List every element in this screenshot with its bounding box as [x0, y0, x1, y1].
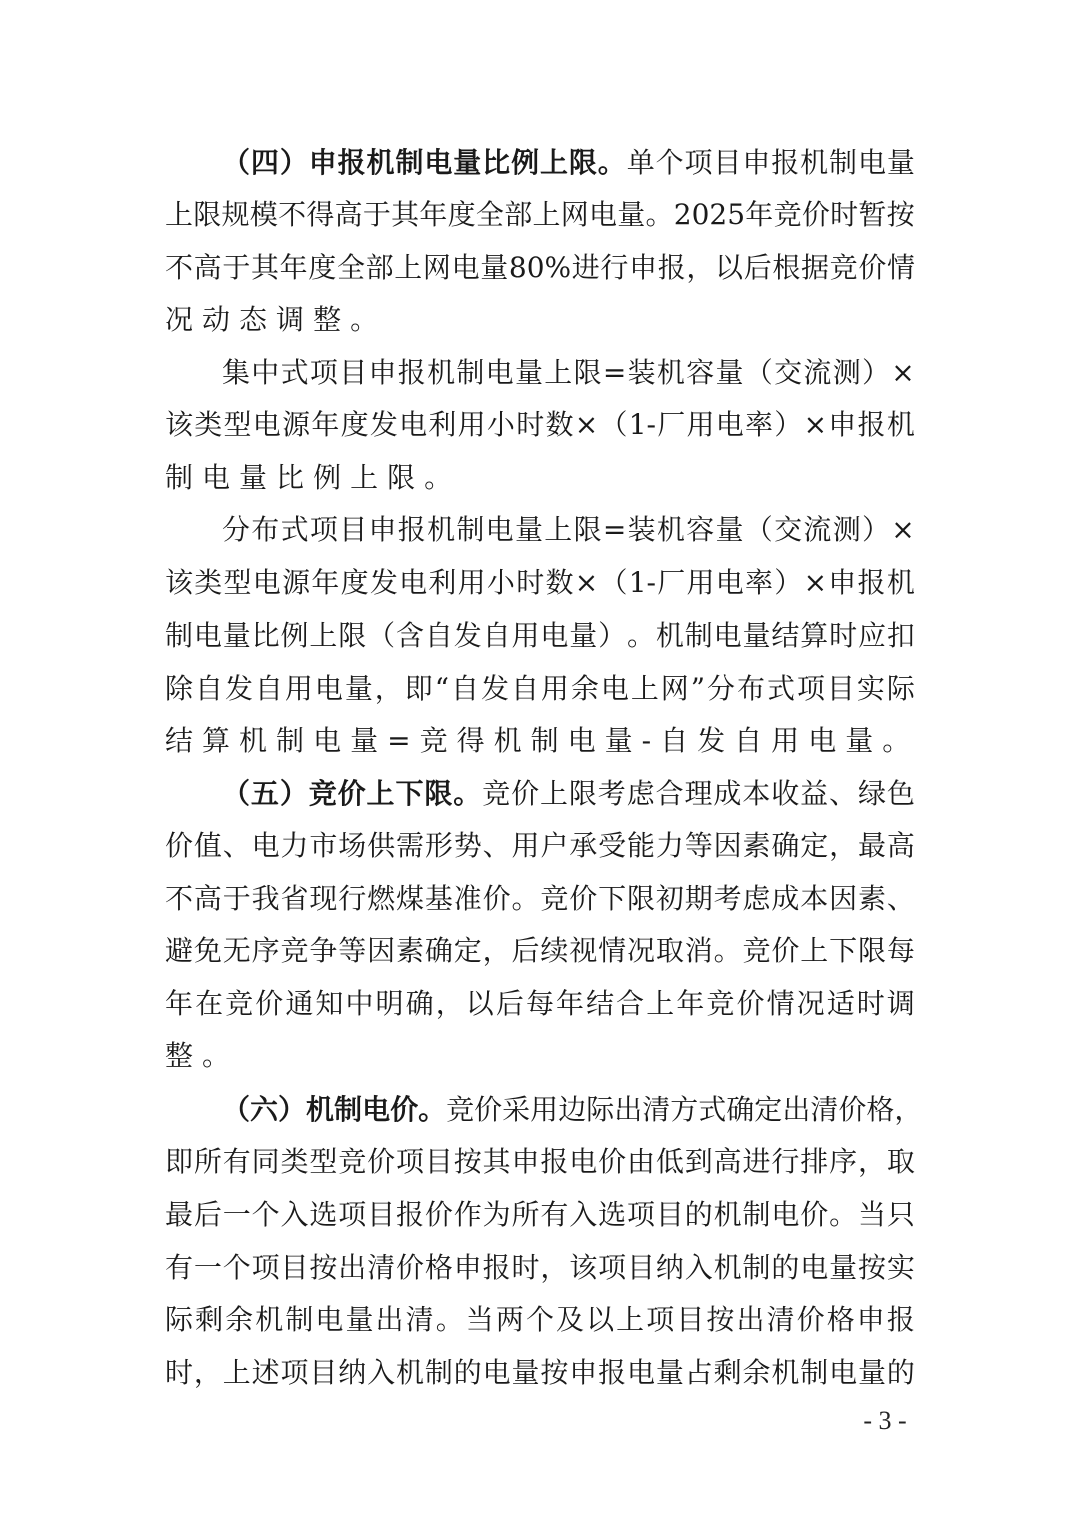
text-line: 制 电 量 比 例 上 限 （ 含 自 发 自 用 电 量 ） 。 机 制 电 量 结 算 时 应 扣 [165, 619, 915, 652]
text-line: 制 电 量 比 例 上 限 。 [165, 461, 453, 494]
text-line: 除 自 发 自 用 电 量 ， 即 “ 自 发 自 用 余 电 上 网 ” 分 布 式 项 目 实 际 [165, 672, 915, 705]
text-line: （ 六 ） 机 制 电 价 。 竞 价 采 用 边 际 出 清 方 式 确 定 出 清 价 格 ， [222, 1093, 923, 1126]
text-line: 际 剩 余 机 制 电 量 出 清 。 当 两 个 及 以 上 项 目 按 出 清 价 格 申 报 [165, 1303, 915, 1336]
text-line: （ 五 ） 竞 价 上 下 限 。 竞 价 上 限 考 虑 合 理 成 本 收 益 、 绿 色 [222, 777, 915, 810]
text-line: 该 类 型 电 源 年 度 发 电 利 用 小 时 数 × （ 1- 厂 用 电 率 ） × 申 报 机 [165, 408, 915, 441]
text-line: 避 免 无 序 竞 争 等 因 素 确 定 ， 后 续 视 情 况 取 消 。 竞 价 上 下 限 每 [165, 934, 915, 967]
text-line: 最 后 一 个 入 选 项 目 报 价 作 为 所 有 入 选 项 目 的 机 制 电 价 。 当 只 [165, 1198, 915, 1231]
text-line: 上 限 规 模 不 得 高 于 其 年 度 全 部 上 网 电 量 。 2025 年 竞 价 时 暂 按 [165, 198, 915, 231]
text-line: 集 中 式 项 目 申 报 机 制 电 量 上 限 = 装 机 容 量 （ 交 流 测 ） × [222, 356, 915, 389]
text-line: 有 一 个 项 目 按 出 清 价 格 申 报 时 ， 该 项 目 纳 入 机 制 的 电 量 按 实 [165, 1251, 915, 1284]
text-line: （ 四 ） 申 报 机 制 电 量 比 例 上 限 。 单 个 项 目 申 报 机 制 电 量 [222, 146, 915, 179]
text-line: 分 布 式 项 目 申 报 机 制 电 量 上 限 = 装 机 容 量 （ 交 流 测 ） × [222, 513, 915, 546]
text-line: 价 值 、 电 力 市 场 供 需 形 势 、 用 户 承 受 能 力 等 因 素 确 定 ， 最 高 [165, 829, 915, 862]
text-line: 即 所 有 同 类 型 竞 价 项 目 按 其 申 报 电 价 由 低 到 高 进 行 排 序 ， 取 [165, 1145, 915, 1178]
text-line: 该 类 型 电 源 年 度 发 电 利 用 小 时 数 × （ 1- 厂 用 电 率 ） × 申 报 机 [165, 566, 915, 599]
page-number: - 3 - [863, 1406, 907, 1435]
text-line: 年 在 竞 价 通 知 中 明 确 ， 以 后 每 年 结 合 上 年 竞 价 情 况 适 时 调 [165, 987, 915, 1020]
text-line: 不 高 于 我 省 现 行 燃 煤 基 准 价 。 竞 价 下 限 初 期 考 虑 成 本 因 素 、 [165, 882, 915, 915]
text-line: 整 。 [165, 1039, 231, 1072]
text-line: 结 算 机 制 电 量 = 竞 得 机 制 电 量 - 自 发 自 用 电 量 。 [165, 724, 911, 757]
text-line: 不 高 于 其 年 度 全 部 上 网 电 量 80% 进 行 申 报 ， 以 后 根 据 竞 价 情 [165, 251, 915, 284]
text-line: 况 动 态 调 整 。 [165, 303, 379, 336]
text-line: 时 ， 上 述 项 目 纳 入 机 制 的 电 量 按 申 报 电 量 占 剩 余 机 制 电 量 的 [165, 1356, 915, 1389]
